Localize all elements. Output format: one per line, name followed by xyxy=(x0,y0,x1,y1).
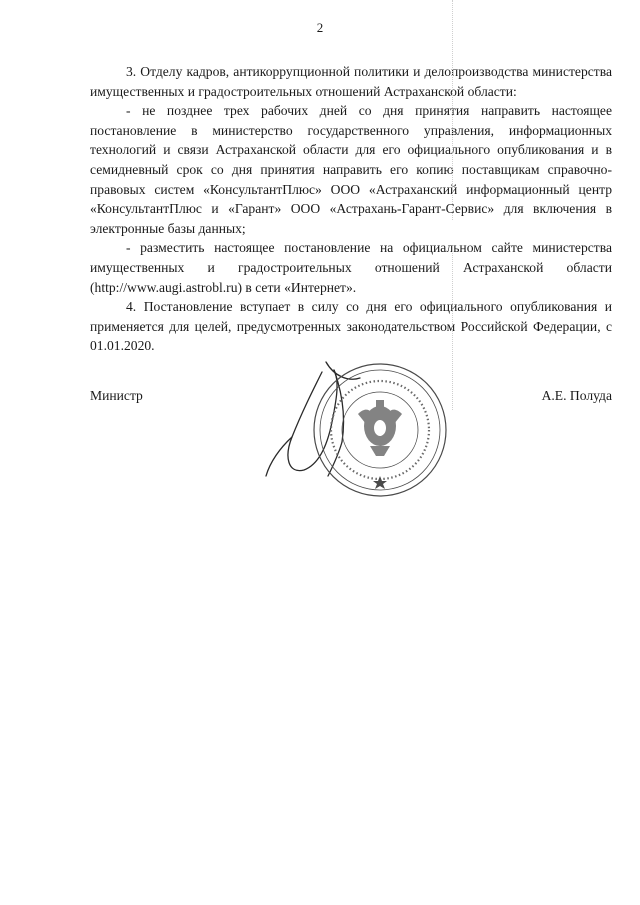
paragraph-clause-4: 4. Постановление вступает в силу со дня его официального опубликования и применяется для целей, предусмотренных законодательством Российской Федерации, с 01.01.2020. xyxy=(90,299,612,354)
page-number: 2 xyxy=(316,20,324,35)
seal-image xyxy=(262,352,458,502)
paragraph-publication-instruction: - не позднее трех рабочих дней со дня принятия направить настоящее постановление в министерство государственного управления, информационных технологий и связи Астраханской области для его официального опубликования и в семидневный срок со дня принятия направить его копию поставщикам справочно-правовых систем «КонсультантПлюс» ООО «Астраханский информационный центр «КонсультантПлюс и «Гарант» ООО «Астрахань-Гарант-Сервис» для включения в электронные базы данных; xyxy=(90,103,612,236)
scan-artifact-line xyxy=(452,0,454,220)
document-body xyxy=(90,62,612,356)
signature-block xyxy=(90,388,612,410)
paragraph-clause-3: 3. Отделу кадров, антикоррупционной политики и делопроизводства министерства имущественных и градостроительных отношений Астраханской области: xyxy=(90,64,612,99)
handwritten-signature xyxy=(266,362,360,476)
paragraph-website-instruction: - разместить настоящее постановление на официальном сайте министерства имущественных и градостроительных отношений Астраханской области (http://www.augi.astrobl.ru) в сети «Интернет». xyxy=(90,240,612,295)
signatory-name: А.Е. Полуда xyxy=(541,388,612,403)
official-seal-and-signature xyxy=(262,352,458,502)
signatory-title: Министр xyxy=(90,388,143,403)
